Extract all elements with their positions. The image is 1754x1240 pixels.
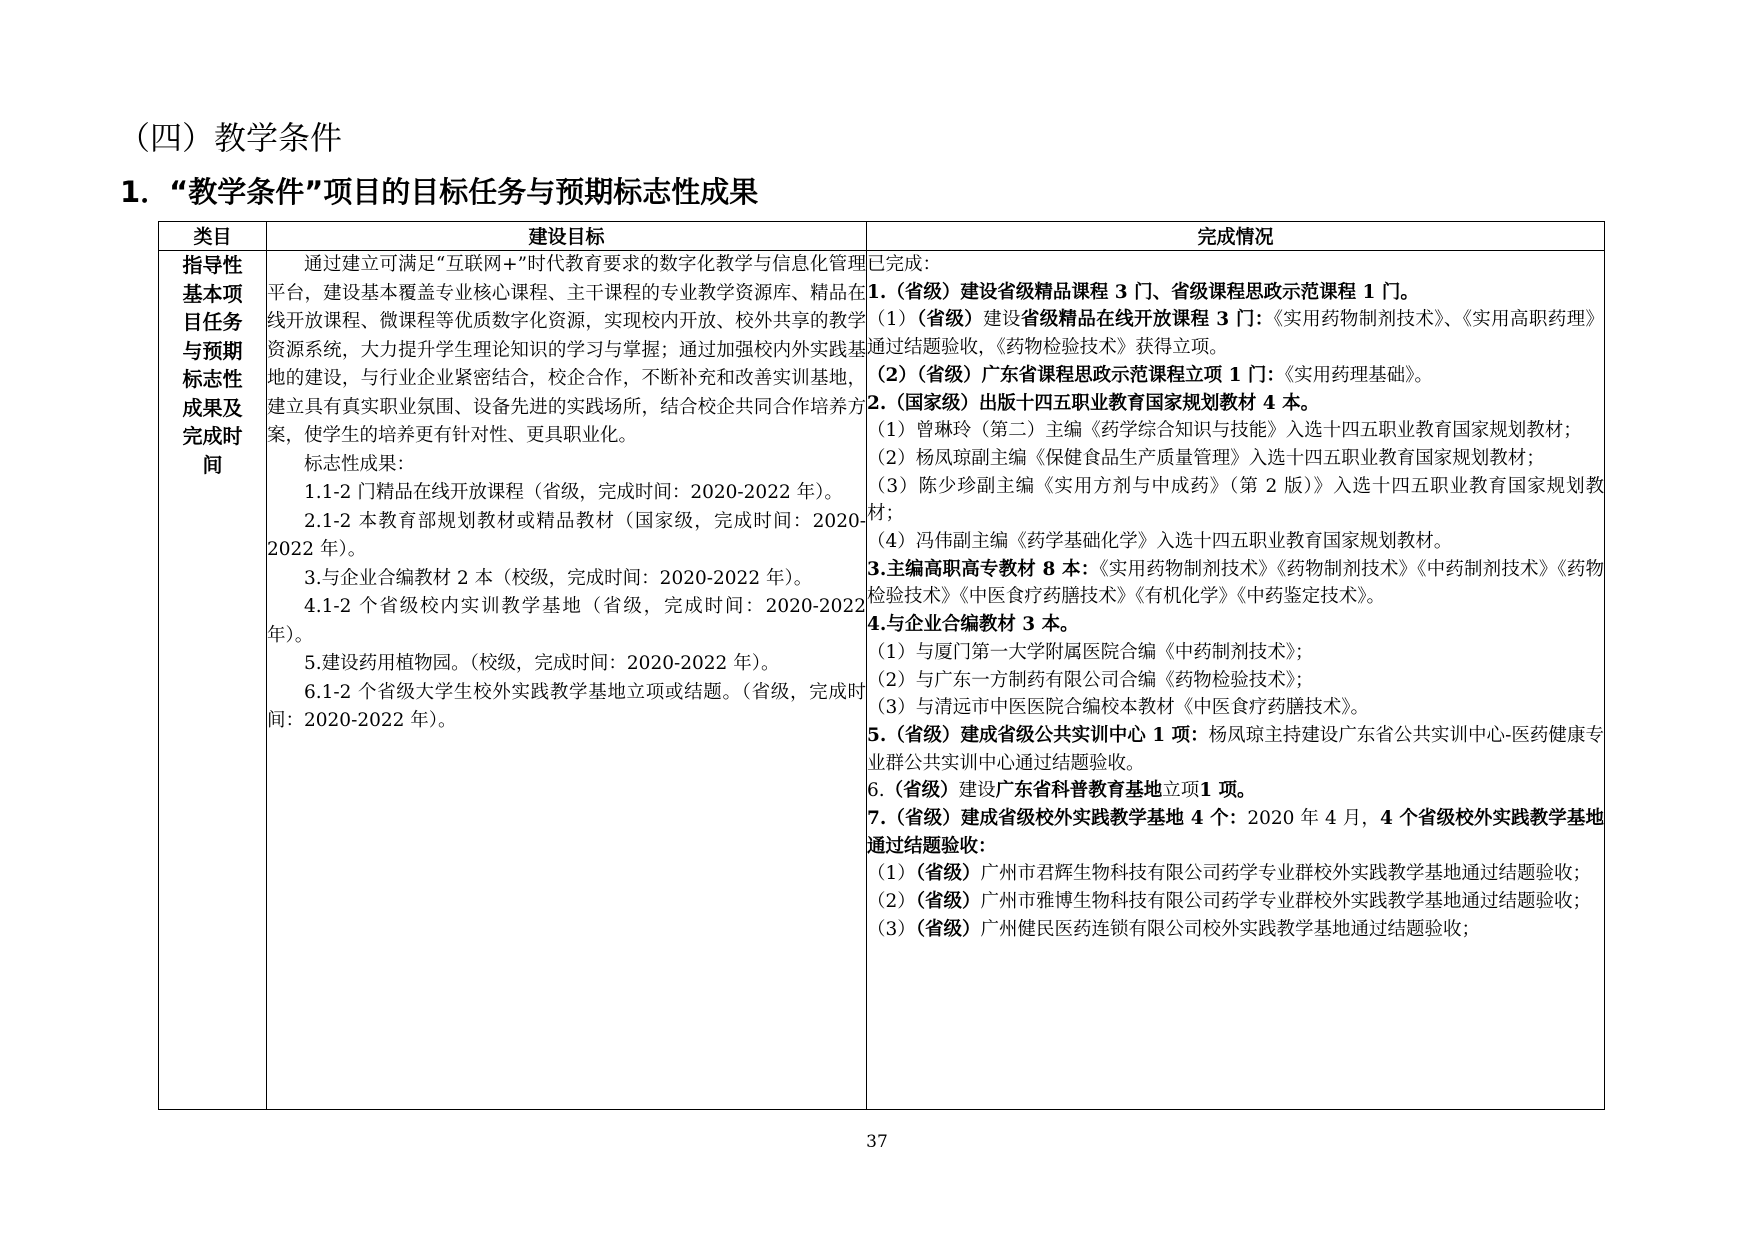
goal-cell [267, 251, 867, 1110]
completion-text: 广州健民医药连锁有限公司校外实践教学基地通过结题验收； [980, 918, 1481, 940]
completion-text: 省级精品在线开放课程 3 门： [1020, 309, 1274, 331]
completion-text: （2）（省级）广东省课程思政示范课程立项 1 门： [867, 364, 1285, 386]
completion-line [867, 916, 1604, 944]
goal-item: 4.1-2 个省级校内实训教学基地（省级，完成时间：2020-2022 年）。 [267, 596, 866, 646]
category-line: 目任务 [182, 310, 243, 334]
completion-text: （2）杨凤琼副主编《保健食品生产质量管理》入选十四五职业教育国家规划教材； [867, 447, 1545, 469]
completion-text: 2.（国家级）出版十四五职业教育国家规划教材 4 本。 [867, 392, 1320, 414]
completion-text: 建设 [983, 309, 1021, 331]
completion-text: 广州市君辉生物科技有限公司药学专业群校外实践教学基地通过结题验收； [980, 863, 1592, 885]
completion-text: （省级） [915, 891, 981, 913]
completion-line [867, 805, 1604, 860]
completion-line [867, 251, 1604, 279]
completion-text: （省级） [915, 918, 981, 940]
completion-text: （省级） [915, 863, 981, 885]
category-cell [159, 251, 267, 1110]
completion-line [867, 611, 1604, 639]
completion-text: （4）冯伟副主编《药学基础化学》入选十四五职业教育国家规划教材。 [867, 531, 1453, 553]
completion-line [867, 306, 1604, 361]
page-subtitle: 1．“教学条件”项目的目标任务与预期标志性成果 [120, 175, 759, 209]
completion-text: 1 项。 [1199, 780, 1256, 802]
goal-item: 3.与企业合编教材 2 本（校级，完成时间：2020-2022 年）。 [304, 567, 813, 589]
category-line: 间 [202, 452, 223, 477]
completion-text: （1）曾琳玲（第二）主编《药学综合知识与技能》入选十四五职业教育国家规划教材； [867, 420, 1582, 442]
completion-text: （3） [867, 918, 916, 940]
category-line: 基本项 [182, 281, 243, 306]
completion-text: （1）与厦门第一大学附属医院合编《中药制剂技术》； [867, 641, 1314, 663]
category-line: 完成时 [182, 424, 243, 448]
completion-text: 《实用药物制剂技术》《药物制剂技术》《中药制剂技术》《药物检验技术》《中医食疗药膳技术》《有机化学》《中药鉴定技术》。 [867, 558, 1604, 608]
completion-line [867, 528, 1604, 556]
completion-line [867, 888, 1604, 916]
goal-item: 1.1-2 门精品在线开放课程（省级，完成时间：2020-2022 年）。 [304, 482, 843, 503]
completion-line [867, 777, 1604, 805]
completion-text: 2020 年 4 月， [1247, 808, 1380, 830]
completion-text: 5.（省级）建成省级公共实训中心 1 项： [867, 724, 1209, 746]
completion-line [867, 694, 1604, 722]
completion-text: 已完成： [867, 254, 942, 275]
category-line: 标志性 [182, 367, 243, 391]
completion-text: （3）与清远市中医医院合编校本教材《中医食疗药膳技术》。 [867, 697, 1370, 719]
completion-line [867, 722, 1604, 777]
goal-item: 2.1-2 本教育部规划教材或精品教材（国家级，完成时间：2020-2022 年）。 [267, 510, 866, 560]
completion-line [867, 860, 1604, 888]
page-number: 37 [866, 1132, 888, 1152]
completion-cell [867, 251, 1605, 1110]
completion-text: 3.主编高职高专教材 8 本： [867, 558, 1100, 580]
header-category: 类目 [159, 222, 267, 251]
category-line: 成果及 [182, 395, 243, 420]
completion-text: 杨凤琼主持建设广东省公共实训中心-医药健康专业群公共实训中心通过结题验收。 [867, 724, 1604, 774]
section-title: （四）教学条件 [118, 119, 343, 157]
completion-text: （3）陈少珍副主编《实用方剂与中成药》（第 2 版）》入选十四五职业教育国家规划教材； [867, 475, 1604, 525]
completion-text: 《实用药理基础》。 [1284, 364, 1433, 386]
completion-line [867, 279, 1604, 307]
completion-line [867, 417, 1604, 445]
header-completion: 完成情况 [867, 222, 1605, 251]
goal-paragraph: 通过建立可满足“互联网+”时代教育要求的数字化教学与信息化管理平台，建设基本覆盖专业核心课程、主干课程的专业教学资源库、精品在线开放课程、微课程等优质数字化资源，实现校内开放、校外共享的教学资源系统，大力提升学生理论知识的学习与掌握；通过加强校内外实践基地的建设，与行业企业紧密结合，校企合作，不断补充和改善实训基地，建立具有真实职业氛围、设备先进的实践场所，结合校企共同合作培养方案，使学生的培养更有针对性、更具职业化。 [267, 254, 866, 446]
completion-line [867, 390, 1604, 418]
completion-text: （2） [867, 891, 916, 913]
completion-text: 建设 [958, 780, 996, 802]
completion-text: 6. [867, 780, 885, 802]
completion-text: （省级） [916, 309, 984, 331]
completion-text: 4 个省级校外实践教学基地通过结题验收： [867, 808, 1604, 857]
completion-text: 立项 [1162, 780, 1200, 802]
category-line: 与预期 [182, 338, 243, 363]
completion-text: （省级） [884, 780, 959, 802]
completion-text: 4.与企业合编教材 3 本。 [867, 614, 1079, 636]
completion-text: （2）与广东一方制药有限公司合编《药物检验技术》； [867, 669, 1314, 691]
header-goal: 建设目标 [267, 222, 867, 251]
completion-text: 《实用药物制剂技术》、《实用高职药理》通过结题验收，《药物检验技术》获得立项。 [867, 309, 1604, 359]
goal-item: 5.建设药用植物园。（校级，完成时间：2020-2022 年）。 [304, 653, 780, 674]
completion-text: 1.（省级）建设省级精品课程 3 门、省级课程思政示范课程 1 门。 [867, 281, 1419, 303]
completion-line [867, 667, 1604, 695]
category-line: 指导性 [182, 253, 243, 277]
completion-text: （1） [867, 309, 917, 331]
goal-item: 6.1-2 个省级大学生校外实践教学基地立项或结题。（省级，完成时间：2020-2022 年）。 [267, 681, 866, 731]
completion-text: （1） [867, 863, 916, 885]
completion-line [867, 362, 1604, 390]
completion-line [867, 556, 1604, 611]
completion-line [867, 473, 1604, 528]
completion-text: 广东省科普教育基地 [995, 780, 1163, 802]
completion-text: 广州市雅博生物科技有限公司药学专业群校外实践教学基地通过结题验收； [980, 891, 1592, 913]
goals-table [158, 221, 1605, 1110]
table-header-row [159, 222, 1605, 251]
completion-text: 7.（省级）建成省级校外实践教学基地 4 个： [867, 808, 1248, 830]
table-row [159, 251, 1605, 1110]
completion-line [867, 639, 1604, 667]
completion-line [867, 445, 1604, 473]
goal-paragraph: 标志性成果： [304, 453, 416, 475]
